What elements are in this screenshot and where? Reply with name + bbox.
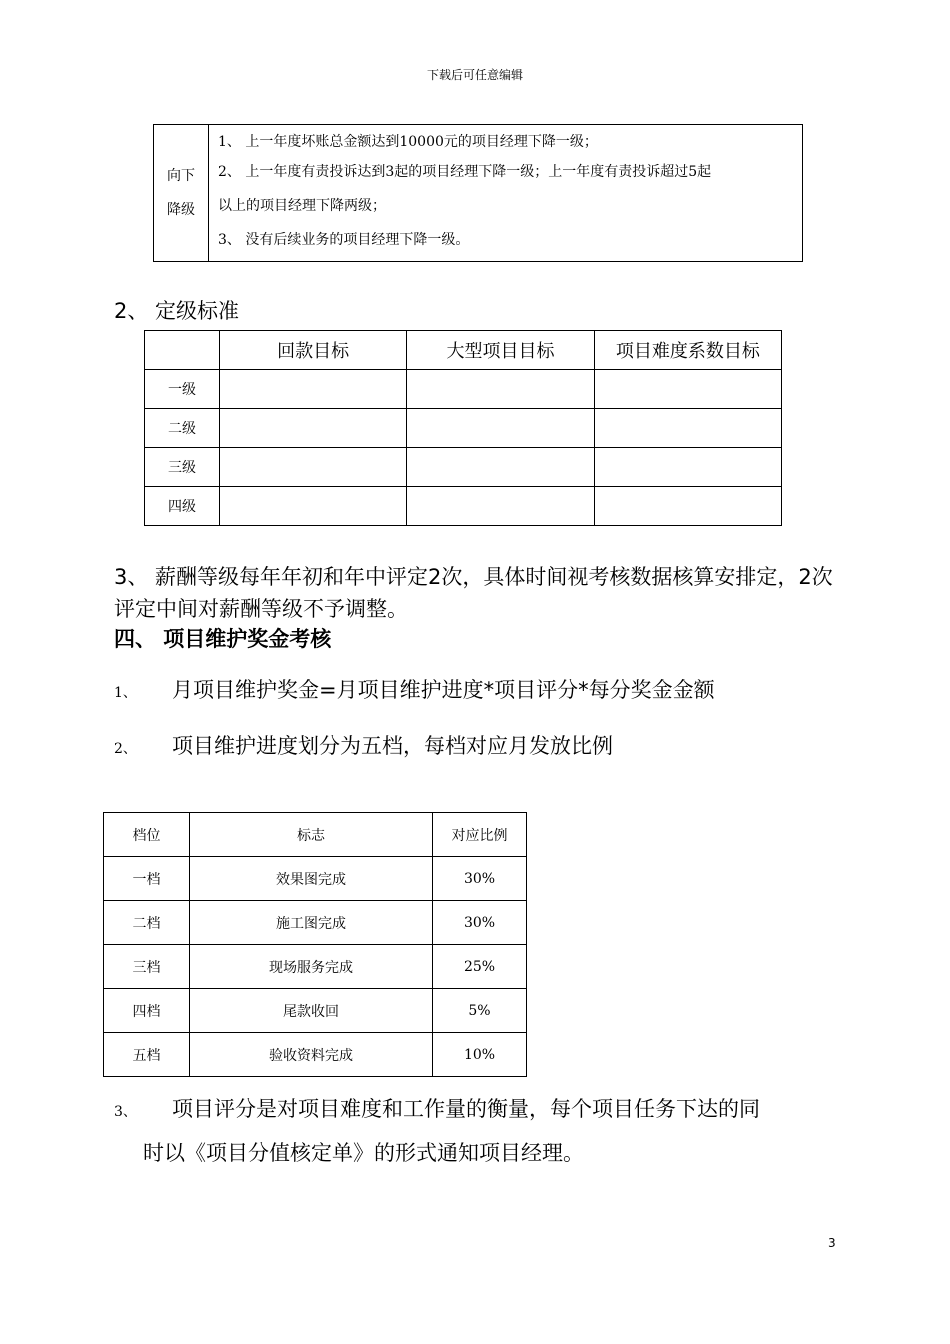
downgrade-label-line2: 降级	[167, 202, 195, 218]
ratio-cell: 5%	[433, 989, 527, 1033]
header-cell-tier: 档位	[104, 813, 190, 857]
downgrade-rules-cell	[209, 125, 803, 262]
grade-label: 一级	[145, 370, 220, 409]
table-row	[104, 901, 527, 945]
page-number: 3	[828, 1236, 836, 1250]
tier-cell: 二档	[104, 901, 190, 945]
table-cell	[594, 487, 781, 526]
bonus-item-2	[114, 730, 613, 760]
table-cell	[220, 487, 407, 526]
grade-label: 四级	[145, 487, 220, 526]
downgrade-rule-2-cont: 以上的项目经理下降两级；	[218, 198, 386, 214]
item-number: 1、	[114, 685, 137, 701]
item-number: 3、	[114, 1104, 137, 1120]
tier-cell: 四档	[104, 989, 190, 1033]
table-row	[104, 857, 527, 901]
table-header-row	[104, 813, 527, 857]
table-row	[145, 409, 782, 448]
header-cell-ratio: 对应比例	[433, 813, 527, 857]
bonus-item-3-cont: 时以《项目分值核定单》的形式通知项目经理。	[143, 1141, 584, 1165]
header-cell-difficulty-target: 项目难度系数目标	[594, 331, 781, 370]
page-header: 下载后可任意编辑	[426, 68, 523, 82]
header-cell-large-project-target: 大型项目目标	[407, 331, 594, 370]
bonus-item-1	[114, 674, 715, 704]
downgrade-rule-1: 1、 上一年度坏账总金额达到10000元的项目经理下降一级；	[218, 134, 598, 150]
grading-standard-heading: 2、 定级标准	[114, 299, 240, 323]
header-cell-milestone: 标志	[190, 813, 433, 857]
downgrade-label-cell	[154, 125, 209, 262]
milestone-cell: 现场服务完成	[190, 945, 433, 989]
header-cell-blank	[145, 331, 220, 370]
item-text: 项目维护进度划分为五档，每档对应月发放比例	[172, 734, 613, 758]
table-cell	[407, 448, 594, 487]
downgrade-label-line1: 向下	[167, 168, 195, 184]
table-cell	[407, 409, 594, 448]
table-row	[104, 945, 527, 989]
downgrade-rule-3: 3、 没有后续业务的项目经理下降一级。	[218, 232, 470, 248]
milestone-cell: 效果图完成	[190, 857, 433, 901]
table-cell	[220, 370, 407, 409]
item-text: 项目评分是对项目难度和工作量的衡量，每个项目任务下达的同	[172, 1097, 760, 1121]
salary-grade-paragraph: 3、 薪酬等级每年年初和年中评定2次，具体时间视考核数据核算安排定，2次评定中间对薪酬等级不予调整。	[114, 565, 833, 621]
grade-standard-table	[144, 330, 782, 526]
downgrade-rule-2: 2、 上一年度有责投诉达到3起的项目经理下降一级；上一年度有责投诉超过5起	[218, 164, 712, 180]
table-cell	[407, 487, 594, 526]
downgrade-rules-table	[153, 124, 803, 262]
item-text: 月项目维护奖金=月项目维护进度*项目评分*每分奖金金额	[172, 678, 715, 702]
table-cell	[594, 448, 781, 487]
table-row	[145, 448, 782, 487]
bonus-item-3	[114, 1093, 760, 1123]
table-row	[104, 989, 527, 1033]
tier-cell: 三档	[104, 945, 190, 989]
table-row	[145, 370, 782, 409]
item-number: 2、	[114, 741, 137, 757]
ratio-cell: 25%	[433, 945, 527, 989]
table-cell	[594, 409, 781, 448]
table-row	[104, 1033, 527, 1077]
table-cell	[407, 370, 594, 409]
tier-cell: 五档	[104, 1033, 190, 1077]
grade-label: 三级	[145, 448, 220, 487]
table-cell	[220, 409, 407, 448]
ratio-cell: 30%	[433, 901, 527, 945]
header-cell-payment-target: 回款目标	[220, 331, 407, 370]
progress-tier-table	[103, 812, 527, 1077]
table-header-row	[145, 331, 782, 370]
ratio-cell: 10%	[433, 1033, 527, 1077]
milestone-cell: 施工图完成	[190, 901, 433, 945]
tier-cell: 一档	[104, 857, 190, 901]
table-cell	[594, 370, 781, 409]
ratio-cell: 30%	[433, 857, 527, 901]
table-row	[145, 487, 782, 526]
grade-label: 二级	[145, 409, 220, 448]
milestone-cell: 尾款收回	[190, 989, 433, 1033]
table-cell	[220, 448, 407, 487]
milestone-cell: 验收资料完成	[190, 1033, 433, 1077]
section-heading-bonus: 四、 项目维护奖金考核	[114, 627, 332, 651]
